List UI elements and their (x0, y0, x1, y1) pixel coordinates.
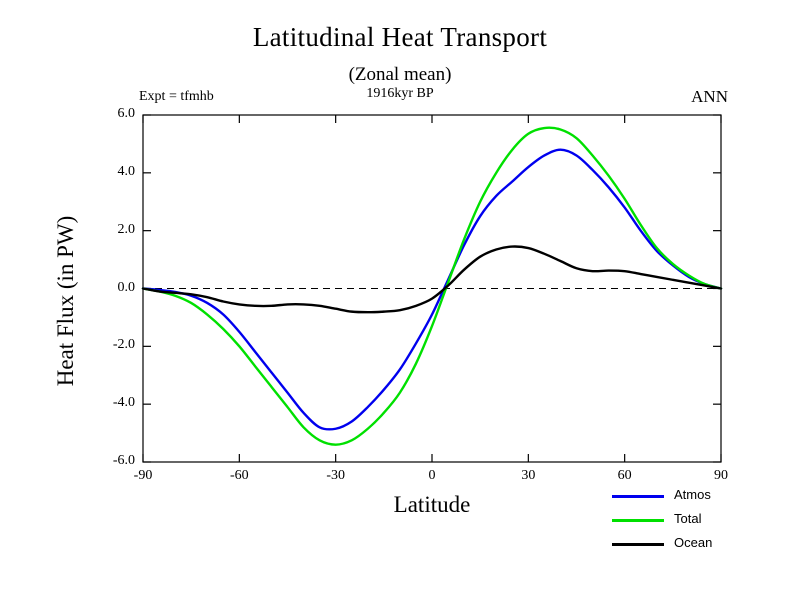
x-axis-label: Latitude (393, 492, 471, 517)
legend-label-atmos: Atmos (674, 487, 711, 502)
y-tick-label: -2.0 (112, 337, 135, 353)
y-tick-label: -4.0 (112, 395, 135, 411)
legend-item-atmos (612, 484, 772, 508)
x-tick-label: 60 (617, 468, 632, 483)
y-tick-label: 0.0 (117, 279, 135, 295)
series-line-ocean (143, 247, 721, 313)
chart-legend (612, 484, 772, 560)
x-tick-label: -90 (133, 468, 153, 483)
legend-label-ocean: Ocean (674, 535, 713, 550)
series-line-total (143, 128, 721, 445)
legend-swatch-atmos (612, 495, 664, 498)
legend-item-ocean (612, 532, 772, 556)
y-tick-label: 2.0 (117, 221, 135, 237)
chart-subtitle: (Zonal mean) (348, 64, 452, 85)
x-tick-label: 30 (521, 468, 536, 483)
legend-swatch-ocean (612, 543, 664, 546)
x-tick-label: 0 (428, 468, 436, 483)
legend-item-total (612, 508, 772, 532)
x-tick-label: -30 (326, 468, 345, 483)
data-series-group (143, 128, 721, 445)
x-tick-label: -60 (229, 468, 249, 483)
y-tick-label: -6.0 (112, 453, 135, 468)
chart-title: Latitudinal Heat Transport (252, 22, 548, 52)
y-tick-label: 4.0 (117, 163, 135, 179)
legend-swatch-total (612, 519, 664, 522)
chart-subtitle-secondary: 1916kyr BP (366, 86, 434, 101)
legend-label-total: Total (674, 511, 702, 526)
y-tick-label: 6.0 (117, 106, 135, 121)
y-axis-label: Heat Flux (in PW) (53, 215, 78, 387)
season-label: ANN (691, 87, 728, 106)
x-tick-label: 90 (714, 468, 728, 483)
experiment-label: Expt = tfmhb (139, 89, 214, 104)
series-line-atmos (143, 150, 721, 430)
